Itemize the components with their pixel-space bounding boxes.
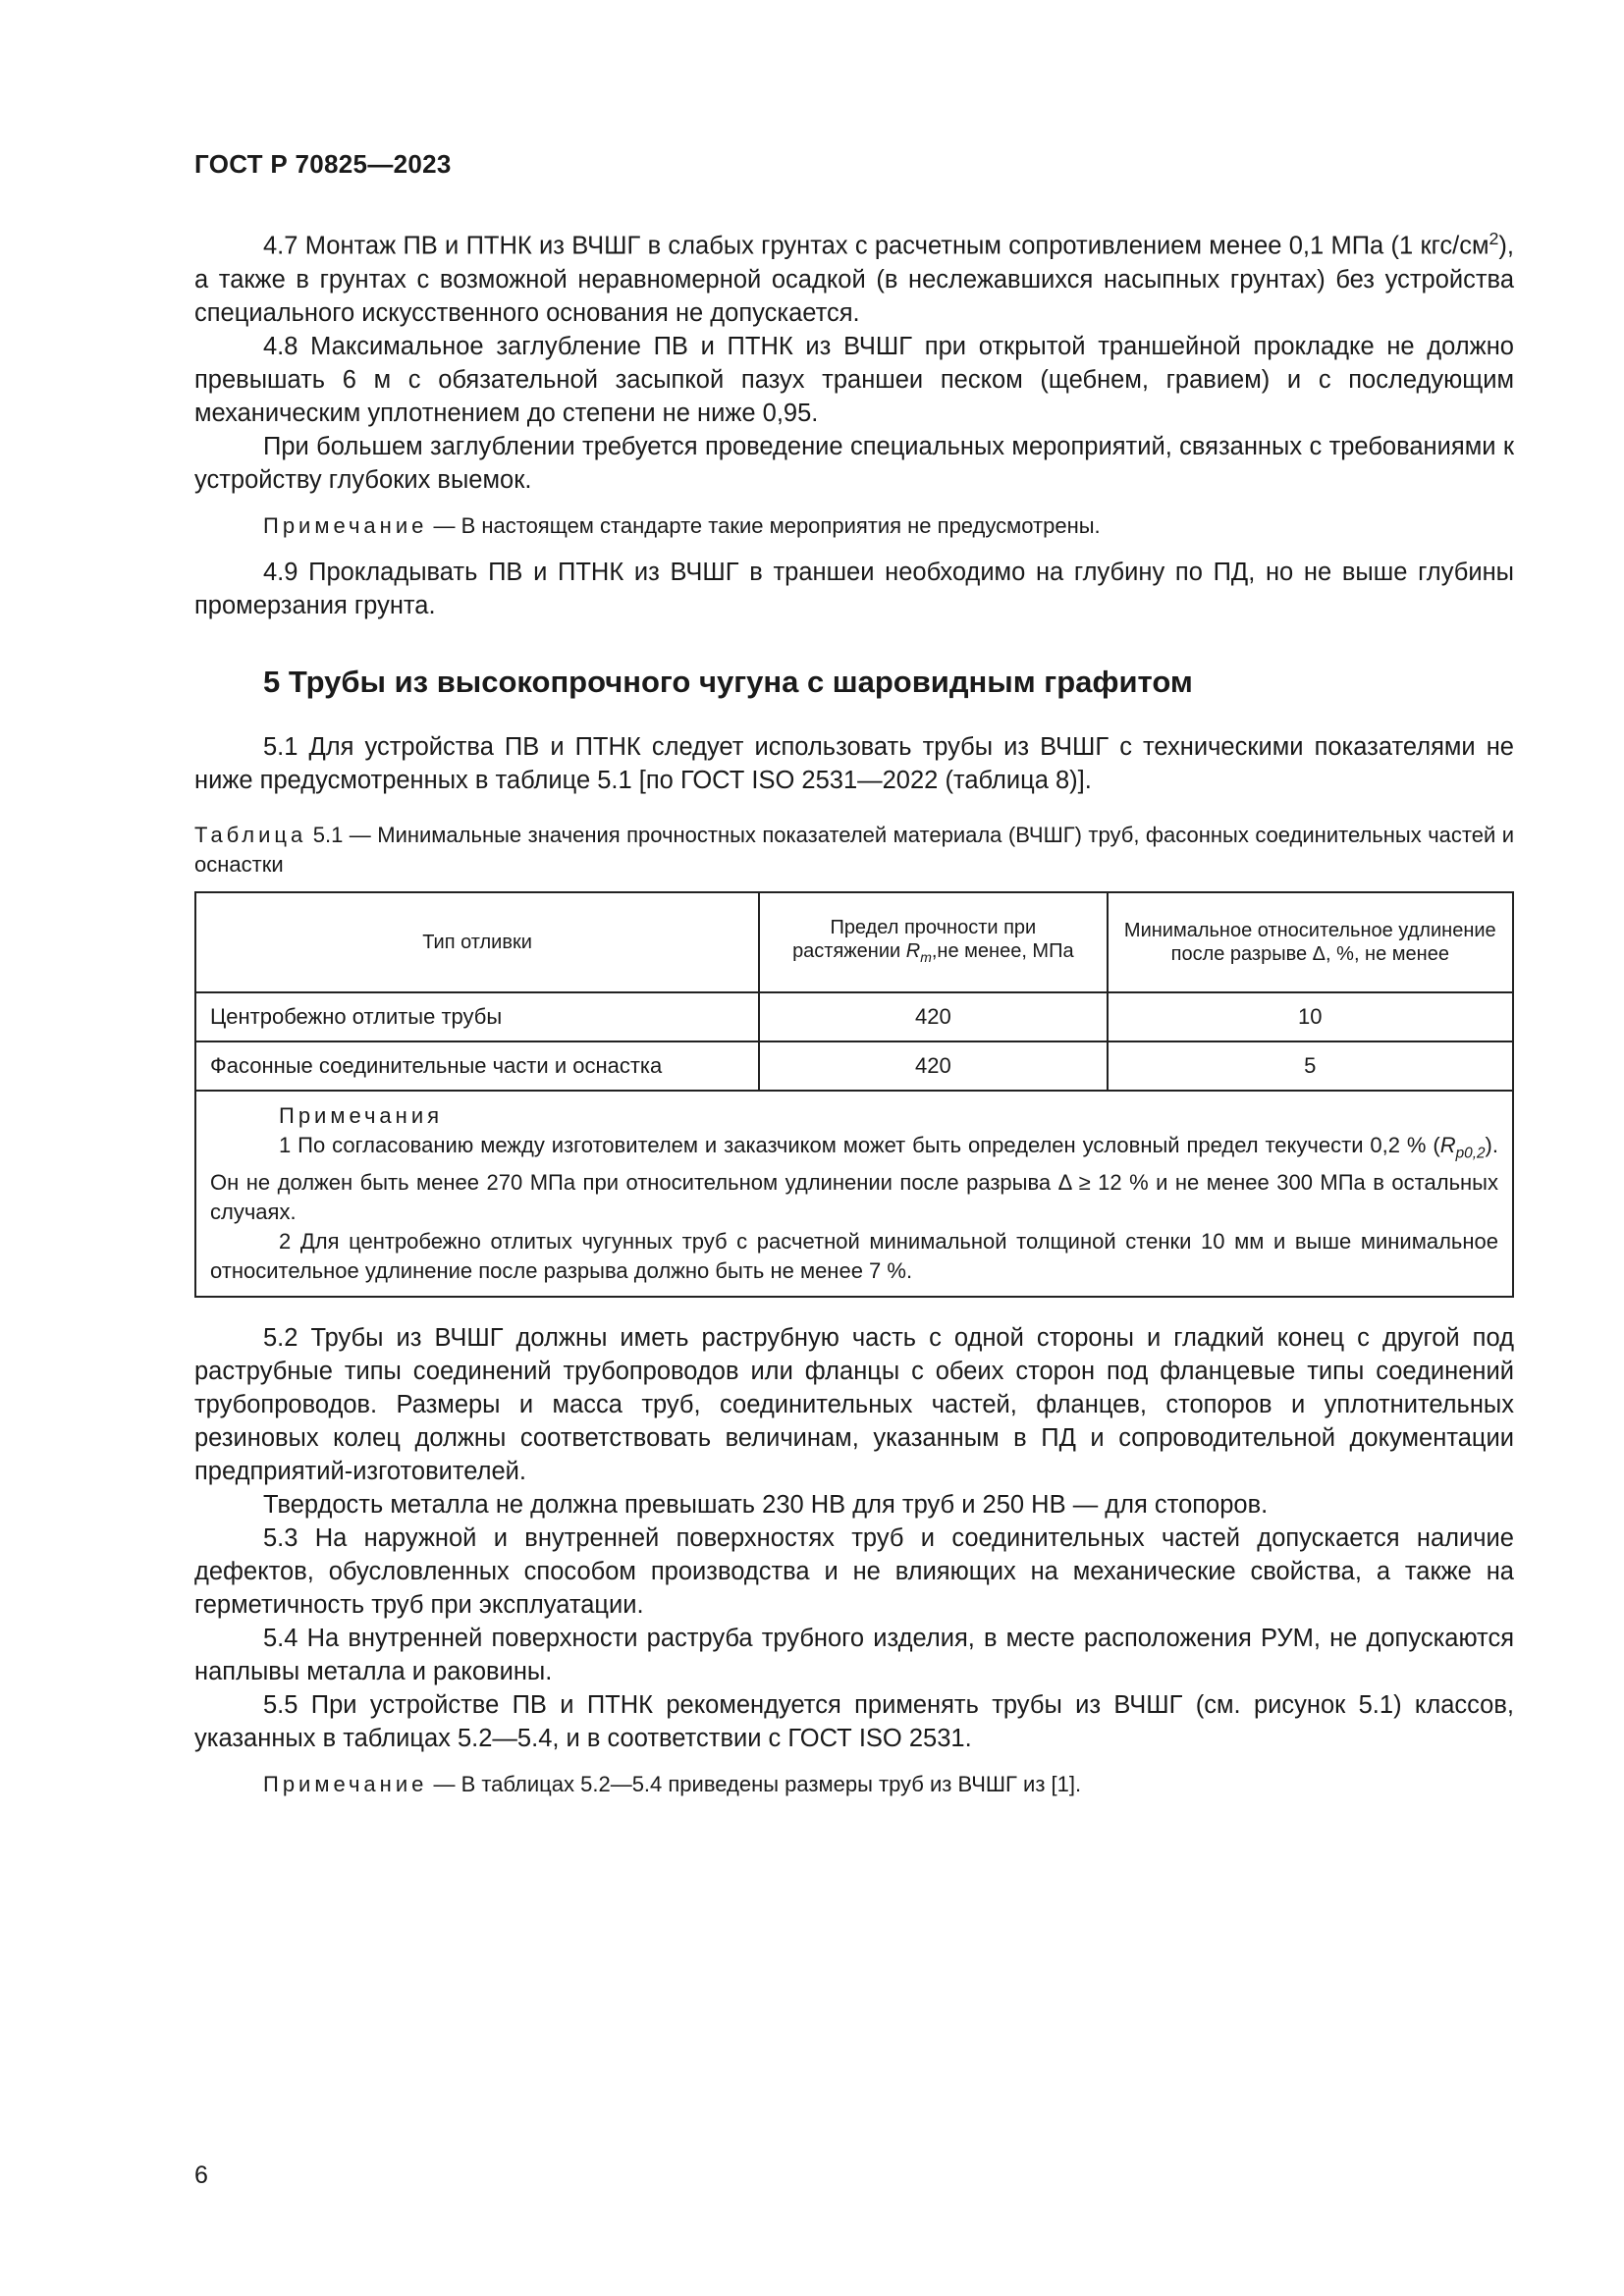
paragraph-5-4: 5.4 На внутренней поверхности раструба трубного изделия, в месте расположения РУМ, не допускаются наплывы металла и раковины. xyxy=(194,1624,1514,1685)
table-notes-row xyxy=(195,1091,1513,1297)
cell-elongation: 10 xyxy=(1108,992,1513,1041)
paragraph-4-7: 4.7 Монтаж ПВ и ПТНК из ВЧШГ в слабых грунтах с расчетным сопротивлением менее 0,1 МПа (1 кгс/$см^2$), а также в грунтах с возможной неравномерной осадкой (в неслежавшихся насыпных грунтах) без устройства специального искусственного основания не допускается. xyxy=(194,229,1514,327)
header-tensile-strength: Предел прочности при растяжении $R_m,не$ менее, МПа xyxy=(759,892,1107,992)
table-notes xyxy=(195,1091,1513,1297)
section-5-heading: 5 Трубы из высокопрочного чугуна с шаровидным графитом xyxy=(263,664,1193,699)
paragraph-4-8-continued: При большем заглублении требуется проведение специальных мероприятий, связанных с требованиями к устройству глубоких выемок. xyxy=(194,432,1514,494)
paragraph-4-9: 4.9 Прокладывать ПВ и ПТНК из ВЧШГ в траншеи необходимо на глубину по ПД, но не выше глубины промерзания грунта. xyxy=(194,558,1514,619)
note-label: Примечание xyxy=(263,1771,428,1796)
document-header: ГОСТ Р 70825—2023 xyxy=(194,149,452,179)
table-note-1: 1 По согласованию между изготовителем и заказчиком может быть определен условный предел текучести 0,2 % $(R_{p0,2})$. Он не должен быть менее 270 МПа при относительном удлинении после разрыва Δ ≥ 12 % и не менее 300 МПа в остальных случаях. xyxy=(210,1132,1498,1224)
document-body xyxy=(194,222,1514,1814)
paragraph-5-5: 5.5 При устройстве ПВ и ПТНК рекомендуется применять трубы из ВЧШГ (см. рисунок 5.1) классов, указанных в таблицах 5.2—5.4, и в соответствии с ГОСТ ISO 2531. xyxy=(194,1690,1514,1752)
paragraph-5-1: 5.1 Для устройства ПВ и ПТНК следует использовать трубы из ВЧШГ с техническими показателями не ниже предусмотренных в таблице 5.1 [по ГОСТ ISO 2531—2022 (таблица 8)]. xyxy=(194,732,1514,794)
page-number: 6 xyxy=(194,2162,208,2189)
paragraph-5-2: 5.2 Трубы из ВЧШГ должны иметь раструбную часть с одной стороны и гладкий конец с другой под раструбные типы соединений трубопроводов или фланцы с обеих сторон под фланцевые типы соединений трубопроводов. Размеры и масса труб, соединительных частей, фланцев, стопоров и уплотнительных резиновых колец должны соответствовать величинам, указанным в ПД и сопроводительной документации предприятий-изготовителей. xyxy=(194,1323,1514,1485)
table-notes-label: Примечания xyxy=(279,1102,444,1128)
strength-table xyxy=(194,891,1514,1298)
cell-strength: 420 xyxy=(759,1041,1107,1091)
table-note-2: 2 Для центробежно отлитых чугунных труб с расчетной минимальной толщиной стенки 10 мм и выше минимальное относительное удлинение после разрыва должно быть не менее 7 %. xyxy=(210,1228,1498,1283)
header-casting-type: Тип отливки xyxy=(195,892,759,992)
cell-type: Фасонные соединительные части и оснастка xyxy=(195,1041,759,1091)
note-1: Примечание — В настоящем стандарте такие мероприятия не предусмотрены. xyxy=(263,512,1101,538)
table-caption: Таблица 5.1 — Минимальные значения прочностных показателей материала (ВЧШГ) труб, фасонных соединительных частей и оснастки xyxy=(194,822,1514,877)
paragraph-5-3: 5.3 На наружной и внутренней поверхностях труб и соединительных частей допускается наличие дефектов, обусловленных способом производства и не влияющих на механические свойства, а также на герметичность труб при эксплуатации. xyxy=(194,1523,1514,1619)
header-elongation: Минимальное относительное удлинение после разрыве Δ, %, не менее xyxy=(1108,892,1513,992)
cell-elongation: 5 xyxy=(1108,1041,1513,1091)
cell-type: Центробежно отлитые трубы xyxy=(195,992,759,1041)
note-label: Примечание xyxy=(263,512,428,538)
table-row xyxy=(195,992,1513,1041)
paragraph-5-2-continued: Твердость металла не должна превышать 230 НВ для труб и 250 НВ — для стопоров. xyxy=(263,1490,1269,1519)
cell-strength: 420 xyxy=(759,992,1107,1041)
table-row xyxy=(195,1041,1513,1091)
table-header-row xyxy=(195,892,1513,992)
paragraph-4-8: 4.8 Максимальное заглубление ПВ и ПТНК из ВЧШГ при открытой траншейной прокладке не должно превышать 6 м с обязательной засыпкой пазух траншеи песком (щебнем, гравием) и с последующим механическим уплотнением до степени не ниже 0,95. xyxy=(194,332,1514,427)
note-2: Примечание — В таблицах 5.2—5.4 приведены размеры труб из ВЧШГ из [1]. xyxy=(263,1771,1082,1796)
